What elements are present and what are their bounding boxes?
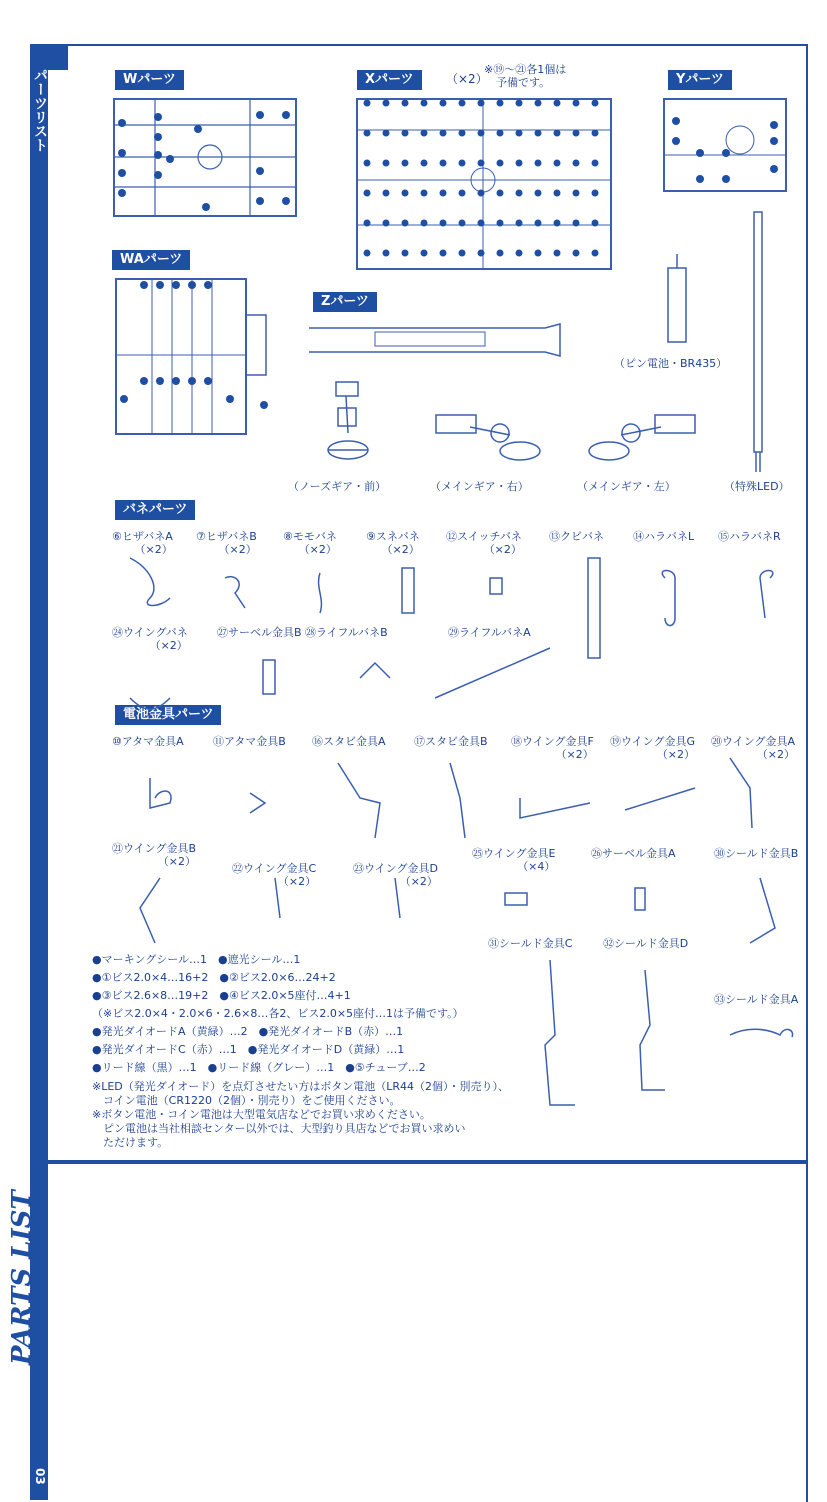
wa-runner-drawing	[112, 275, 272, 440]
spring-part-item-name: ㉙ライフルバネA	[448, 626, 531, 639]
part-number-marker	[478, 220, 485, 227]
belly-spring-l-sketch	[662, 571, 675, 626]
part-number-marker	[440, 220, 447, 227]
main-gear-left-caption: （メインギア・左）	[577, 480, 676, 493]
part-number-marker	[383, 220, 390, 227]
w-parts-header: Wパーツ	[115, 70, 184, 90]
part-number-marker	[459, 250, 466, 257]
part-number-marker	[516, 190, 523, 197]
accessory-line: ●①ビス2.0×4…16+2 ●②ビス2.0×6…24+2	[92, 971, 336, 984]
accessory-line: ●発光ダイオードC（赤）…1 ●発光ダイオードD（黄緑）…1	[92, 1043, 405, 1056]
spring-part-item-name: ⑦ヒザバネB	[196, 530, 257, 543]
stabi-fitting-a-sketch	[338, 763, 380, 838]
x-parts-note-1: ※⑲〜㉑各1個は	[484, 63, 567, 76]
part-number-marker	[554, 100, 561, 107]
x-parts-header: Xパーツ	[357, 70, 422, 90]
part-number-marker	[516, 250, 523, 257]
main-gear-left-drawing	[585, 405, 705, 465]
spring-part-item-qty: （×2）	[218, 543, 257, 556]
spring-part-item-qty: （×2）	[483, 543, 522, 556]
part-number-marker	[592, 160, 599, 167]
part-number-marker	[440, 160, 447, 167]
part-number-marker	[440, 190, 447, 197]
part-number-marker	[421, 250, 428, 257]
spring-part-item-qty: （×2）	[134, 543, 173, 556]
part-number-marker	[573, 100, 580, 107]
part-number-marker	[402, 100, 409, 107]
part-number-marker	[516, 220, 523, 227]
nose-gear-caption: （ノーズギア・前）	[288, 480, 387, 493]
main-gear-right-drawing	[430, 405, 550, 465]
part-number-marker	[516, 100, 523, 107]
spring-part-item-name: ⑬クビバネ	[549, 530, 604, 543]
z-runner-drawing	[305, 318, 565, 362]
battery-fitting-part-item-name: ⑳ウイング金具A	[711, 735, 795, 748]
part-number-marker	[592, 130, 599, 137]
part-number-marker	[402, 220, 409, 227]
battery-fitting-part-item-name: ㉛シールド金具C	[488, 937, 573, 950]
wing-spring-sketch	[130, 698, 170, 709]
battery-fitting-part-item-name: ⑱ウイング金具F	[511, 735, 594, 748]
part-number-marker	[421, 100, 428, 107]
battery-fitting-part-item-name: ⑲ウイング金具G	[610, 735, 695, 748]
wing-fitting-c-sketch	[275, 878, 280, 918]
spring-parts-header: バネパーツ	[115, 500, 195, 520]
accessory-line: ●マーキングシール…1 ●遮光シール…1	[92, 953, 301, 966]
x-parts-qty: （×2）	[446, 72, 488, 86]
part-number-marker	[516, 130, 523, 137]
spring-part-item-qty: （×2）	[381, 543, 420, 556]
part-number-marker	[478, 190, 485, 197]
wing-fitting-g-sketch	[625, 788, 695, 810]
parts-list-heading: PARTS LIST	[7, 1190, 37, 1365]
battery-fitting-part-item-qty: （×2）	[656, 748, 695, 761]
spring-part-item-name: ⑮ハラバネR	[718, 530, 781, 543]
part-number-marker	[573, 160, 580, 167]
x-parts-note-2: 予備です。	[496, 76, 551, 89]
footnote-line: ※ボタン電池・コイン電池は大型電気店などでお買い求めください。	[92, 1108, 431, 1121]
battery-fitting-part-item-name: ㉜シールド金具D	[603, 937, 689, 950]
battery-fitting-part-item-name: ㉕ウイング金具E	[472, 847, 556, 860]
spring-part-item-name: ㉔ウイングバネ	[112, 626, 188, 639]
thigh-spring-sketch	[319, 573, 322, 613]
y-runner-drawing	[660, 95, 790, 195]
saber-fitting-b-sketch	[263, 660, 275, 694]
spring-part-item-name: ⑫スイッチバネ	[446, 530, 522, 543]
part-number-marker	[459, 100, 466, 107]
wing-fitting-f-sketch	[520, 798, 590, 818]
battery-fitting-part-item-name: ⑰スタビ金具B	[414, 735, 488, 748]
part-number-marker	[592, 190, 599, 197]
parts-sketches	[120, 548, 810, 948]
part-number-marker	[364, 160, 371, 167]
part-number-marker	[497, 250, 504, 257]
footnote-line: ただけます。	[92, 1136, 169, 1149]
spring-part-item-name: ⑨スネバネ	[366, 530, 420, 543]
spring-part-item	[549, 530, 604, 543]
nose-gear-drawing	[318, 378, 378, 468]
part-number-marker	[573, 220, 580, 227]
part-number-marker	[421, 160, 428, 167]
neck-spring-sketch	[588, 558, 600, 658]
spring-part-item-name: ㉗サーベル金具B	[217, 626, 302, 639]
special-led-drawing	[748, 210, 768, 475]
part-number-marker	[535, 160, 542, 167]
wing-fitting-a-sketch	[730, 758, 752, 828]
part-number-marker	[383, 250, 390, 257]
part-number-marker	[459, 220, 466, 227]
part-number-marker	[459, 130, 466, 137]
main-gear-right-caption: （メインギア・右）	[430, 480, 529, 493]
battery-fitting-part-item-qty: （×2）	[756, 748, 795, 761]
part-number-marker	[478, 160, 485, 167]
spring-part-item-qty: （×2）	[298, 543, 337, 556]
part-number-marker	[535, 190, 542, 197]
part-number-marker	[554, 190, 561, 197]
part-number-marker	[459, 190, 466, 197]
battery-fitting-part-item-name: ㉖サーベル金具A	[591, 847, 676, 860]
part-number-marker	[516, 160, 523, 167]
battery-fitting-parts-header: 電池金具パーツ	[115, 705, 221, 725]
battery-fitting-part-item-name: ⑩アタマ金具A	[112, 735, 184, 748]
part-number-marker	[364, 250, 371, 257]
blank-notes-area	[48, 1160, 808, 1502]
spring-part-item	[633, 530, 694, 543]
battery-fitting-part-item-name: ㉝シールド金具A	[714, 993, 799, 1006]
page-number: 03	[33, 1468, 47, 1485]
part-number-marker	[421, 190, 428, 197]
part-number-marker	[497, 190, 504, 197]
knee-spring-b-sketch	[225, 577, 245, 608]
wing-fitting-b-sketch	[140, 878, 160, 943]
footnote-line: ※LED（発光ダイオード）を点灯させたい方はボタン電池（LR44（2個）・別売り）、	[92, 1080, 509, 1093]
part-number-marker	[440, 250, 447, 257]
spring-part-item-name: ⑥ヒザバネA	[112, 530, 173, 543]
part-number-marker	[554, 160, 561, 167]
part-number-marker	[554, 130, 561, 137]
part-number-marker	[497, 160, 504, 167]
part-number-marker	[383, 160, 390, 167]
part-number-marker	[459, 160, 466, 167]
part-number-marker	[573, 190, 580, 197]
battery-fitting-part-item-name: ㉒ウイング金具C	[232, 862, 317, 875]
battery-fitting-part-item-name: ⑪アタマ金具B	[213, 735, 286, 748]
footnote-line: ピン電池は当社相談センター以外では、大型釣り具店などでお買い求めい	[92, 1122, 466, 1135]
battery-fitting-part-item-qty: （×2）	[277, 875, 317, 888]
accessory-line: ●発光ダイオードA（黄緑）…2 ●発光ダイオードB（赤）…1	[92, 1025, 404, 1038]
part-number-marker	[421, 220, 428, 227]
part-number-marker	[497, 100, 504, 107]
spring-part-item	[718, 530, 781, 543]
knee-spring-a-sketch	[130, 558, 170, 606]
battery-fitting-part-item-name: ㉚シールド金具B	[714, 847, 799, 860]
wa-parts-header: WAパーツ	[112, 250, 190, 270]
shield-fitting-d-sketch	[640, 970, 665, 1090]
part-number-marker	[383, 130, 390, 137]
spring-part-item-name: ⑭ハラバネL	[633, 530, 695, 543]
part-number-marker	[497, 220, 504, 227]
part-number-marker	[554, 220, 561, 227]
part-number-marker	[535, 220, 542, 227]
belly-spring-r-sketch	[760, 571, 773, 619]
special-led-caption: （特殊LED）	[724, 480, 790, 493]
spring-part-item-qty: （×2）	[149, 639, 188, 652]
battery-fitting-part-item-qty: （×2）	[399, 875, 438, 888]
battery-fitting-part-item-name: ⑯スタビ金具A	[312, 735, 386, 748]
part-number-marker	[535, 100, 542, 107]
part-number-marker	[383, 100, 390, 107]
part-number-marker	[364, 130, 371, 137]
pin-battery-drawing	[662, 252, 692, 347]
shield-fittings-sketches	[530, 955, 800, 1115]
shield-fitting-c-sketch	[545, 960, 575, 1105]
part-number-marker	[478, 130, 485, 137]
battery-fitting-part-item-qty: （×4）	[517, 860, 556, 873]
sidebar-title: パーツリスト	[32, 68, 48, 152]
x-runner-drawing	[353, 95, 615, 273]
shield-fitting-a-sketch	[730, 1029, 793, 1037]
battery-fitting-part-item-qty: （×2）	[555, 748, 594, 761]
stabi-fitting-b-sketch	[450, 763, 465, 838]
footnote-line: コイン電池（CR1220（2個）・別売り）をご使用ください。	[92, 1094, 401, 1107]
rifle-spring-a-sketch	[435, 648, 550, 698]
wing-fitting-e-sketch	[505, 893, 527, 905]
pin-battery-caption: （ピン電池・BR435）	[614, 357, 728, 370]
part-number-marker	[402, 190, 409, 197]
part-number-marker	[402, 130, 409, 137]
part-number-marker	[364, 190, 371, 197]
sidebar	[0, 0, 48, 1500]
head-fitting-b-sketch	[250, 793, 265, 813]
part-number-marker	[402, 160, 409, 167]
part-number-marker	[440, 130, 447, 137]
part-number-marker	[592, 100, 599, 107]
switch-spring-sketch	[490, 578, 502, 594]
battery-fitting-part-item-name: ㉓ウイング金具D	[353, 862, 438, 875]
part-number-marker	[402, 250, 409, 257]
part-number-marker	[440, 100, 447, 107]
w-runner-drawing	[110, 95, 300, 220]
shin-spring-sketch	[402, 568, 414, 613]
spring-part-item-name: ⑧モモバネ	[283, 530, 337, 543]
rifle-spring-b-sketch	[360, 663, 390, 678]
part-number-marker	[592, 250, 599, 257]
head-fitting-a-sketch	[150, 778, 171, 808]
shield-fitting-b-sketch	[750, 878, 775, 943]
part-number-marker	[478, 250, 485, 257]
accessory-line: ●リード線（黒）…1 ●リード線（グレー）…1 ●⑤チューブ…2	[92, 1061, 426, 1074]
part-number-marker	[421, 130, 428, 137]
saber-fitting-a-sketch	[635, 888, 645, 910]
part-number-marker	[383, 190, 390, 197]
accessory-line: （※ビス2.0×4・2.0×6・2.6×8…各2、ビス2.0×5座付…1は予備です。）	[92, 1007, 464, 1020]
part-number-marker	[592, 220, 599, 227]
part-number-marker	[535, 250, 542, 257]
part-number-marker	[535, 130, 542, 137]
spring-part-item-name: ㉘ライフルバネB	[305, 626, 388, 639]
battery-fitting-part-item-name: ㉑ウイング金具B	[112, 842, 196, 855]
part-number-marker	[497, 130, 504, 137]
y-parts-header: Yパーツ	[668, 70, 732, 90]
z-parts-header: Zパーツ	[313, 292, 377, 312]
part-number-marker	[478, 100, 485, 107]
accessory-line: ●③ビス2.6×8…19+2 ●④ビス2.0×5座付…4+1	[92, 989, 351, 1002]
part-number-marker	[573, 130, 580, 137]
battery-fitting-part-item-qty: （×2）	[157, 855, 196, 868]
part-number-marker	[573, 250, 580, 257]
part-number-marker	[554, 250, 561, 257]
wing-fitting-d-sketch	[395, 878, 400, 918]
part-number-marker	[364, 220, 371, 227]
part-number-marker	[364, 100, 371, 107]
